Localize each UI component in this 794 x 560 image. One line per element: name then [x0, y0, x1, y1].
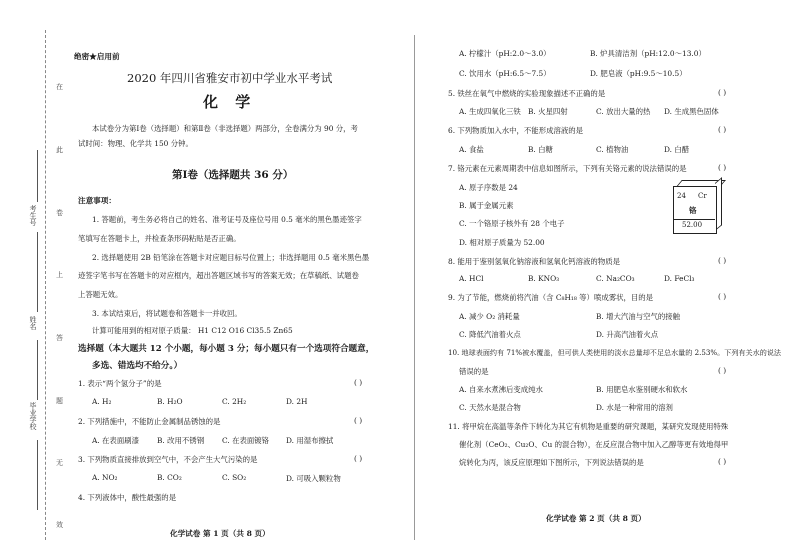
- option: B. 火星四射: [528, 107, 568, 116]
- page-divider: [414, 35, 415, 540]
- question-11: 11. 将甲烷在高温等条件下转化为其它有机物是重要的研究课题，某研究发现使用特殊: [448, 422, 729, 431]
- field-line: [37, 150, 38, 202]
- answer-bracket: ( ): [718, 292, 727, 301]
- page-footer: 化学试卷 第 1 页（共 8 页）: [170, 529, 270, 538]
- option: A. 减少 O₂ 消耗量: [459, 312, 520, 321]
- answer-bracket: ( ): [354, 416, 363, 425]
- confidential-mark: 绝密★启用前: [74, 52, 120, 61]
- answer-bracket: ( ): [354, 378, 363, 387]
- option: C. 降低汽油着火点: [459, 330, 521, 339]
- note-text: 上答题无效。: [78, 290, 123, 299]
- field-label-examinee-number: 考生号: [29, 205, 37, 226]
- option: B. 白糖: [528, 145, 553, 154]
- note-text: 迹签字笔书写在答题卡的对应框内，超出答题区域书写的答案无效；在草稿纸、试题卷: [78, 271, 359, 280]
- option: A. 柠檬汁（pH:2.0～3.0）: [459, 49, 551, 58]
- field-line: [37, 440, 38, 510]
- option: A. 食盐: [459, 145, 484, 154]
- note-text: 3. 本试结束后，将试题卷和答题卡一并收回。: [92, 309, 242, 318]
- field-label-school: 毕业学校: [29, 402, 37, 430]
- answer-bracket: ( ): [718, 88, 727, 97]
- option: C. SO₂: [222, 473, 247, 482]
- intro-text: 试时间：物理、化学共 150 分钟。: [78, 139, 193, 148]
- option: C. 一个铬原子核外有 28 个电子: [459, 219, 565, 228]
- option: D. 肥皂液（pH:9.5～10.5）: [590, 69, 687, 78]
- option: D. FeCl₃: [664, 274, 695, 283]
- option: A. 生成四氧化三铁: [459, 107, 521, 116]
- seal-char: 效: [56, 521, 63, 529]
- option: B. 炉具清洁剂（pH:12.0～13.0）: [590, 49, 706, 58]
- field-label-name: 姓名: [29, 316, 37, 330]
- answer-bracket: ( ): [718, 163, 727, 172]
- answer-bracket: ( ): [718, 366, 727, 375]
- field-line: [37, 232, 38, 312]
- intro-text: 本试卷分为第Ⅰ卷（选择题）和第Ⅱ卷（非选择题）两部分，全卷满分为 90 分，考: [92, 124, 358, 133]
- question-10-cont: 错误的是: [459, 367, 489, 376]
- option: D. 升高汽油着火点: [596, 330, 659, 339]
- element-symbol: Cr: [698, 192, 707, 200]
- seal-char: 答: [56, 334, 63, 342]
- option: D. 用湿布擦拭: [286, 436, 334, 445]
- subject-title: 化 学: [203, 93, 257, 111]
- answer-bracket: ( ): [718, 256, 727, 265]
- exam-title: 2020 年四川省雅安市初中学业水平考试: [127, 71, 333, 85]
- option: C. 饮用水（pH:6.5～7.5）: [459, 69, 551, 78]
- question-9: 9. 为了节能，燃烧前将汽油（含 C₈H₁₈ 等）喷成雾状，目的是: [448, 293, 654, 302]
- option: C. 放出大量的热: [596, 107, 651, 116]
- option: D. 白醋: [664, 145, 690, 154]
- option: C. 2H₂: [222, 397, 247, 406]
- option: D. 相对原子质量为 52.00: [459, 238, 545, 247]
- element-number: 24: [677, 192, 686, 200]
- question-5: 5. 铁丝在氧气中燃烧的实验现象描述不正确的是: [448, 89, 606, 98]
- seal-char: 此: [56, 146, 63, 154]
- seal-char: 在: [56, 83, 63, 91]
- question-2: 2. 下列措施中，不能防止金属制品锈蚀的是: [78, 417, 221, 426]
- answer-bracket: ( ): [718, 457, 727, 466]
- option: C. 在表面镀铬: [222, 436, 270, 445]
- seal-char: 上: [56, 271, 63, 279]
- question-10: 10. 地球表面约有 71%被水覆盖，但可供人类使用的淡水总量却不足总水量的 2.53%。下列有关水的说法: [448, 348, 782, 357]
- option: D. 水是一种常用的溶剂: [596, 403, 673, 412]
- element-mass: 52.00: [682, 221, 703, 229]
- question-11-cont: 烷转化为丙，该反应原理如下图所示，下列说法错误的是: [459, 458, 644, 467]
- answer-bracket: ( ): [718, 125, 727, 134]
- option: A. NO₂: [92, 473, 118, 482]
- note-text: 笔填写在答题卡上，并检查条形码粘贴是否正确。: [78, 234, 241, 243]
- option: B. CO₂: [157, 473, 182, 482]
- option: C. 天然水是混合物: [459, 403, 521, 412]
- question-1: 1. 表示“两个氢分子”的是: [78, 379, 162, 388]
- option: A. H₂: [92, 397, 112, 406]
- option: B. 增大汽油与空气的接触: [596, 312, 681, 321]
- section-heading: 多选、错选均不给分。）: [92, 361, 183, 371]
- option: A. 自来水煮沸后变成纯水: [459, 385, 543, 394]
- option: D. 生成黑色固体: [664, 107, 719, 116]
- seal-char: 题: [56, 397, 63, 405]
- section-heading: 选择题（本大题共 12 个小题，每小题 3 分；每小题只有一个选项符合题意，: [78, 344, 375, 354]
- option: A. 原子序数是 24: [459, 183, 518, 192]
- option: B. KNO₃: [528, 274, 560, 283]
- element-cell-divider: [673, 219, 715, 220]
- option: B. H₂O: [157, 397, 183, 406]
- seal-char: 无: [56, 459, 63, 467]
- element-name: 铬: [689, 206, 697, 215]
- option: B. 属于金属元素: [459, 201, 514, 210]
- notes-title: 注意事项：: [78, 196, 116, 205]
- question-6: 6. 下列物质加入水中，不能形成溶液的是: [448, 126, 584, 135]
- field-line: [37, 340, 38, 400]
- atomic-mass-line: 计算可能用到的相对原子质量： H1 C12 O16 Cl35.5 Zn65: [92, 326, 293, 335]
- question-8: 8. 能用于鉴别氢氧化钠溶液和氢氧化钙溶液的物质是: [448, 257, 620, 266]
- binding-dashed-line: [45, 30, 46, 540]
- option: A. HCl: [459, 274, 484, 283]
- question-4: 4. 下列液体中，酸性最强的是: [78, 493, 177, 502]
- option: D. 2H: [286, 397, 308, 406]
- seal-char: 卷: [56, 209, 63, 217]
- question-11-cont: 催化剂（CeO₂、Cu₂O、Cu 的混合物），在反应混合物中加入乙醇等更有效地得甲: [459, 440, 729, 449]
- note-text: 2. 选择题使用 2B 铅笔涂在答题卡对应题目标号位置上；非选择题用 0.5 毫米黑色墨: [92, 253, 370, 262]
- answer-bracket: ( ): [354, 454, 363, 463]
- option: C. 植物油: [596, 145, 629, 154]
- page-footer: 化学试卷 第 2 页（共 8 页）: [546, 514, 646, 523]
- question-3: 3. 下列物质直接排放到空气中，不会产生大气污染的是: [78, 455, 258, 464]
- option: B. 用肥皂水鉴别硬水和软水: [596, 385, 688, 394]
- option: D. 可吸入颗粒物: [286, 474, 341, 483]
- option: C. Na₂CO₃: [596, 274, 635, 283]
- note-text: 1. 答题前，考生务必将自己的姓名、准考证号及座位号用 0.5 毫米的黑色墨迹签字: [92, 215, 362, 224]
- option: B. 改用不锈钢: [157, 436, 205, 445]
- option: A. 在表面刷漆: [92, 436, 139, 445]
- question-7: 7. 铬元素在元素周期表中信息如图所示，下列有关铬元素的说法错误的是: [448, 164, 687, 173]
- part-title: 第Ⅰ卷（选择题共 36 分）: [172, 169, 294, 181]
